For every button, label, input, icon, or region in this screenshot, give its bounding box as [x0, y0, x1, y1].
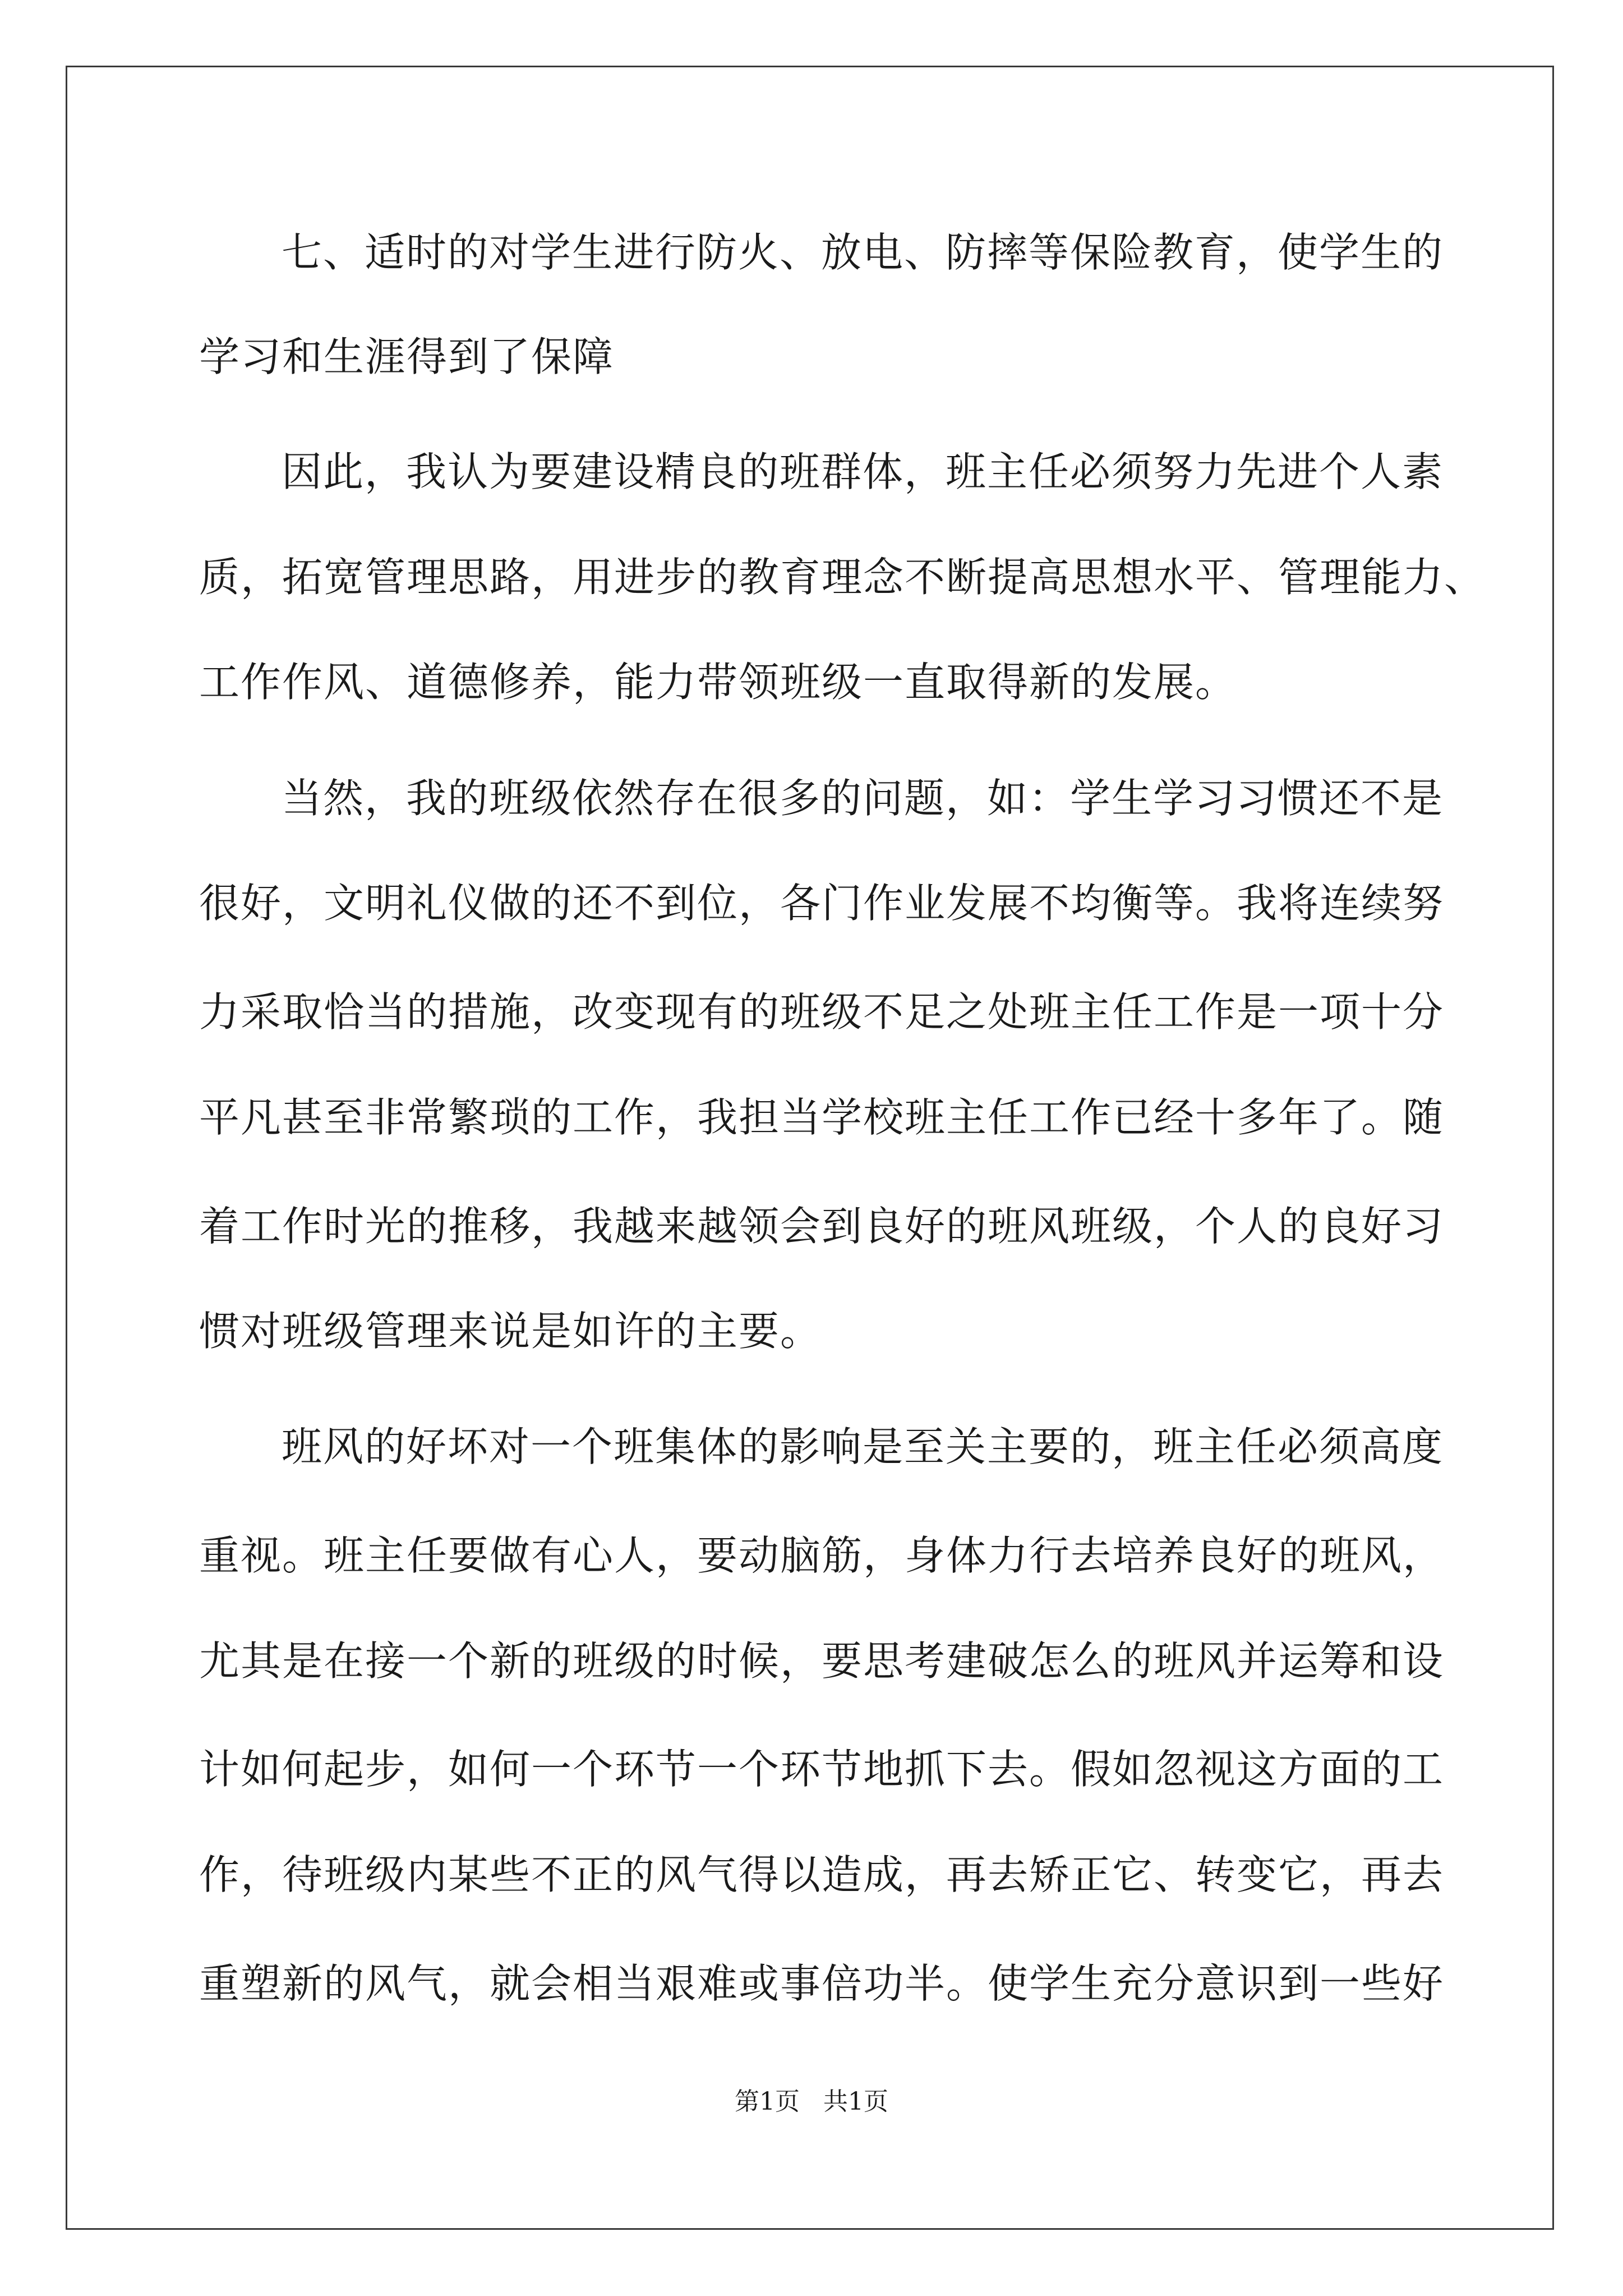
text-line: 因此，我认为要建设精良的班群体，班主任必须努力先进个人素: [282, 448, 1444, 495]
text-line: 计如何起步，如何一个环节一个环节地抓下去。假如忽视这方面的工: [199, 1746, 1445, 1793]
text-line: 重视。班主任要做有心人，要动脑筋，身体力行去培养良好的班风，: [199, 1532, 1445, 1579]
page-border: [66, 66, 1554, 2230]
text-line: 重塑新的风气，就会相当艰难或事倍功半。使学生充分意识到一些好: [199, 1960, 1445, 2007]
text-line: 很好，文明礼仪做的还不到位，各门作业发展不均衡等。我将连续努: [199, 880, 1445, 927]
text-line: 学习和生涯得到了保障: [199, 333, 615, 380]
text-line: 工作作风、道德修养，能力带领班级一直取得新的发展。: [199, 659, 1237, 706]
page-number-footer: 第1页 共1页: [735, 2087, 888, 2116]
text-line: 惯对班级管理来说是如许的主要。: [199, 1308, 822, 1355]
text-line: 七、适时的对学生进行防火、放电、防摔等保险教育，使学生的: [282, 229, 1444, 276]
text-line: 尤其是在接一个新的班级的时候，要思考建破怎么的班风并运筹和设: [199, 1637, 1445, 1685]
text-line: 着工作时光的推移，我越来越领会到良好的班风班级，个人的良好习: [199, 1203, 1445, 1250]
text-line: 力采取恰当的措施，改变现有的班级不足之处班主任工作是一项十分: [199, 988, 1445, 1036]
text-line: 当然，我的班级依然存在很多的问题，如：学生学习习惯还不是: [282, 775, 1444, 822]
text-line: 班风的好坏对一个班集体的影响是至关主要的，班主任必须高度: [282, 1423, 1444, 1470]
text-line: 平凡甚至非常繁琐的工作，我担当学校班主任工作已经十多年了。随: [199, 1094, 1445, 1141]
text-line: 质，拓宽管理思路，用进步的教育理念不断提高思想水平、管理能力、: [199, 554, 1486, 601]
text-line: 作，待班级内某些不正的风气得以造成，再去矫正它、转变它，再去: [199, 1851, 1445, 1898]
